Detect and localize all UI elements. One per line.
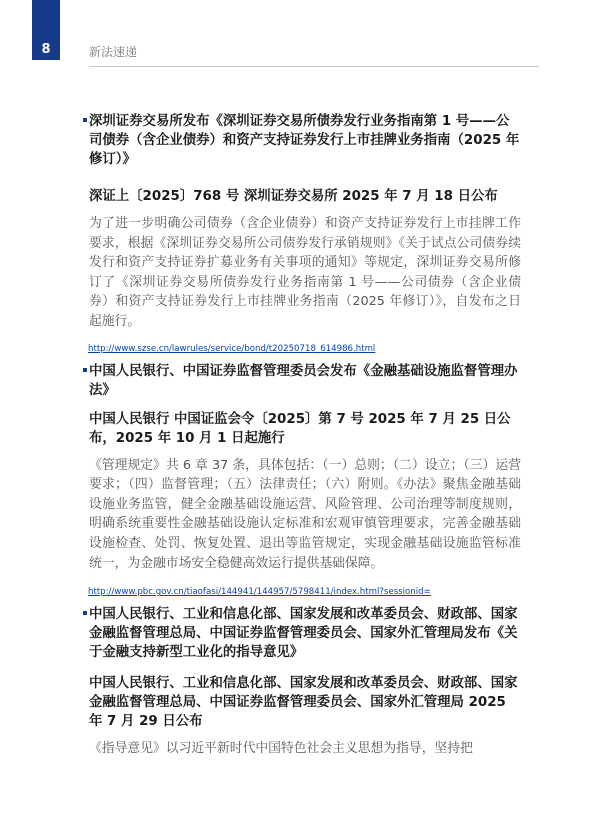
- page-content: [89, 112, 521, 759]
- news-item-subtitle: 中国人民银行 中国证监会令〔2025〕第 7 号 2025 年 7 月 25 日公布，2025 年 10 月 1 日起施行: [89, 411, 511, 446]
- news-item-subtitle: 中国人民银行、工业和信息化部、国家发展和改革委员会、财政部、国家金融监督管理总局、中国证券监督管理委员会、国家外汇管理局 2025 年 7 月 29 日公布: [89, 676, 518, 730]
- news-item-link[interactable]: http://www.szse.cn/lawrules/service/bond/t20250718_614986.html: [88, 343, 376, 354]
- square-bullet-icon: [83, 368, 87, 372]
- news-item-body: 《管理规定》共 6 章 37 条，具体包括：（一）总则；（二）设立；（三）运营要求；（四）监督管理；（五）法律责任；（六）附则。《办法》聚焦金融基础设施业务监管，健全金融基础设施运营、风险管理、公司治理等制度规则，明确系统重要性金融基础设施认定标准和宏观审慎管理要求，完善金融基础设施检查、处罚、恢复处置、退出等监管规定，实现金融基础设施监管标准统一，为金融市场安全稳健高效运行提供基础保障。: [89, 457, 521, 571]
- news-item-title: [89, 362, 521, 400]
- news-item: [89, 605, 521, 759]
- page-number-tab: [32, 0, 60, 60]
- news-item-body: 为了进一步明确公司债券（含企业债券）和资产支持证券发行上市挂牌工作要求，根据《深圳证券交易所公司债券发行承销规则》《关于试点公司债券续发行和资产支持证券扩募业务有关事项的通知》等规定，深圳证券交易所修订了《深圳证券交易所债券发行业务指南第 1 号——公司债券（含企业债券）和资产支持证券发行上市挂牌业务指南（2025 年修订）》，自发布之日起施行。: [89, 216, 521, 329]
- news-item-title-text: 中国人民银行、中国证券监督管理委员会发布《金融基础设施监督管理办法》: [89, 363, 518, 398]
- news-item-title: [89, 112, 521, 169]
- news-item: [89, 362, 521, 598]
- news-item-link[interactable]: http://www.pbc.gov.cn/tiaofasi/144941/144957/5798411/index.html?sessionid=: [88, 587, 431, 598]
- news-item-title-text: 深圳证券交易所发布《深圳证券交易所债券发行业务指南第 1 号——公司债券（含企业债券）和资产支持证券发行上市挂牌业务指南（2025 年修订）》: [89, 114, 520, 167]
- news-item-title: [89, 605, 521, 662]
- square-bullet-icon: [83, 611, 87, 615]
- header-divider: [89, 66, 539, 67]
- news-item: [89, 112, 521, 354]
- news-item-title-text: 中国人民银行、工业和信息化部、国家发展和改革委员会、财政部、国家金融监督管理总局、中国证券监督管理委员会、国家外汇管理局发布《关于金融支持新型工业化的指导意见》: [89, 607, 518, 661]
- square-bullet-icon: [83, 118, 87, 122]
- section-header-title: 新法速递: [89, 45, 138, 59]
- page-number: 8: [41, 42, 51, 57]
- news-item-body: 《指导意见》以习近平新时代中国特色社会主义思想为指导，坚持把: [89, 741, 473, 757]
- news-item-subtitle: 深证上〔2025〕768 号 深圳证券交易所 2025 年 7 月 18 日公布: [89, 189, 498, 204]
